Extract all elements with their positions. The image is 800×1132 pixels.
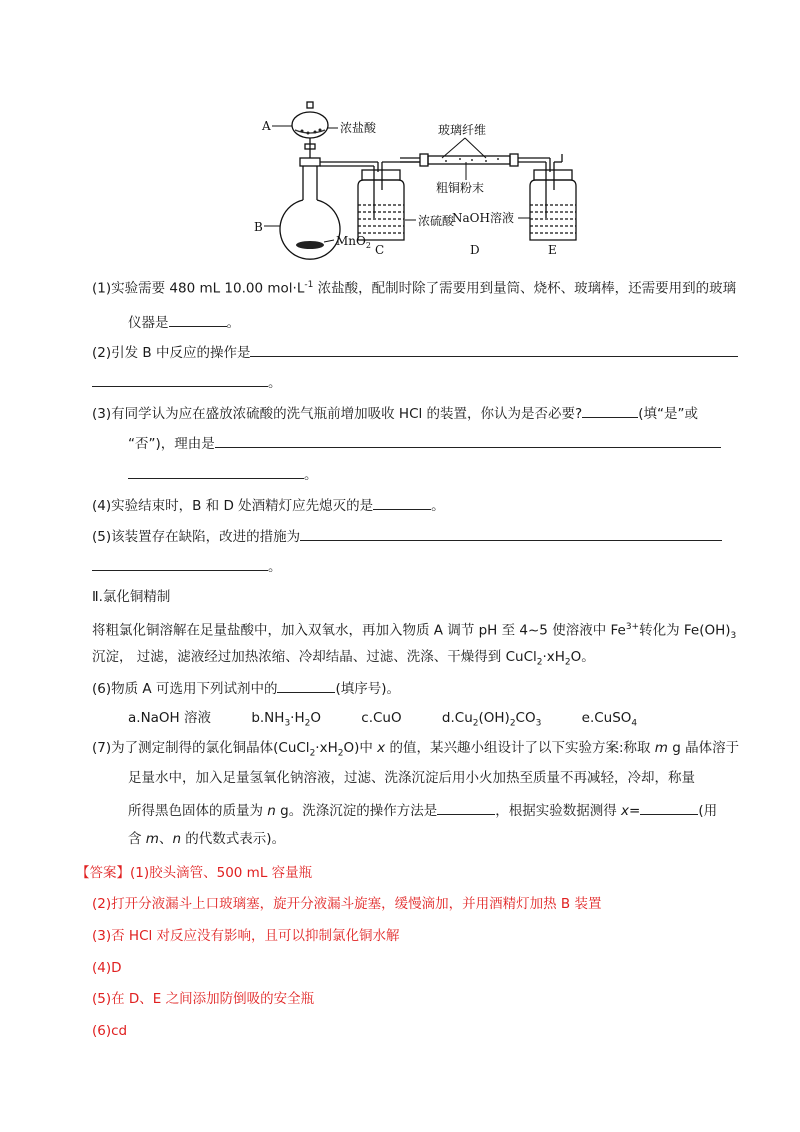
answer-blank[interactable] — [128, 463, 304, 479]
answer-blank[interactable] — [277, 677, 335, 693]
label-glass-fiber: 玻璃纤维 — [438, 123, 487, 137]
answer-blank[interactable] — [640, 799, 698, 815]
q7-line2: 足量水中，加入足量氢氧化钠溶液，过滤、洗涤沉淀后用小火加热至质量不再减轻，冷却，称量 — [128, 770, 695, 786]
q6-line1: (6)物质 A 可选用下列试剂中的 (填序号)。 — [92, 677, 400, 699]
q2-line1: (2)引发 B 中反应的操作是 — [92, 341, 738, 363]
answer-2: (2)打开分液漏斗上口玻璃塞，旋开分液漏斗旋塞，缓慢滴加，并用酒精灯加热 B 装置 — [92, 896, 602, 912]
section-2-title: Ⅱ.氯化铜精制 — [92, 589, 171, 605]
q1-line1: (1)实验需要 480 mL 10.00 $mol\cdot L^{-1}$ 浓盐酸，配制时除了需要用到量筒、烧杯、玻璃棒，还需要用到的玻璃 — [92, 280, 737, 297]
label-d: D — [470, 243, 480, 257]
option-c: c.CuO — [361, 710, 402, 726]
option-d: $d.Cu_2(OH)_2CO_3$ — [441, 710, 542, 729]
answer-3: (3)否 HCl 对反应没有影响，且可以抑制氯化铜水解 — [92, 928, 400, 944]
label-naoh-solution: NaOH溶液 — [452, 211, 514, 225]
answer-blank[interactable] — [215, 432, 721, 448]
answer-blank[interactable] — [92, 555, 268, 571]
option-a: a.NaOH 溶液 — [128, 710, 212, 726]
q7-line1: (7)为了测定制得的氯化铜晶体$(CuCl_2\cdot xH_2O)$中 x 的值，某兴趣小组设计了以下实验方案:称取 m g 晶体溶于 — [92, 740, 740, 759]
label-e: E — [548, 243, 557, 257]
q7-line3: 所得黑色固体的质量为 n g。洗涤沉淀的操作方法是 ，根据实验数据测得 x= (用 — [128, 799, 717, 821]
answer-blank[interactable] — [437, 799, 495, 815]
separatory-funnel — [292, 102, 328, 158]
para-line1: 将粗氯化铜溶解在足量盐酸中，加入双氧水，再加入物质 A 调节 pH 至 4~5 使溶液中 $Fe^{3+}$转化为 $Fe(OH)_3$ — [92, 622, 737, 642]
q3-line3: 。 — [128, 463, 318, 485]
label-conc-h2so4: 浓硫酸 — [418, 214, 455, 228]
answer-1: 【答案】(1)胶头滴管、500 mL 容量瓶 — [76, 865, 313, 881]
label-a: A — [262, 119, 271, 133]
q3-line2: “否”)，理由是 — [128, 432, 721, 454]
q5-line1: (5)该装置存在缺陷，改进的措施为 — [92, 525, 722, 547]
answer-6: (6)cd — [92, 1023, 128, 1039]
apparatus-diagram — [250, 100, 580, 260]
q3-line1: (3)有同学认为应在盛放浓硫酸的洗气瓶前增加吸收 HCl 的装置，你认为是否必要? (填“是”或 — [92, 402, 698, 424]
label-mno2: MnO$_2$ — [336, 234, 371, 250]
para-line2: 沉淀， 过滤，滤液经过加热浓缩、冷却结晶、过滤、洗涤、干燥得到 $CuCl_2\cdot xH_2O$。 — [92, 649, 595, 668]
answer-label: 【答案】 — [76, 865, 130, 881]
label-b: B — [254, 220, 263, 234]
apparatus-svg — [250, 100, 580, 260]
q4-line1: (4)实验结束时，B 和 D 处酒精灯应先熄灭的是 。 — [92, 494, 445, 516]
q1-line2: 仪器是 。 — [128, 311, 240, 333]
option-e: e.CuSO$_4$ — [581, 710, 638, 729]
answer-blank[interactable] — [373, 494, 431, 510]
answer-blank[interactable] — [92, 371, 268, 387]
answer-blank[interactable] — [169, 311, 227, 327]
label-c: C — [375, 243, 385, 257]
option-b: $b.NH_3\cdot H_2O$ — [251, 710, 321, 729]
reaction-tube-d — [400, 154, 550, 166]
q5-line2: 。 — [92, 555, 282, 577]
answer-blank[interactable] — [582, 402, 638, 418]
q7-line4: 含 m、n 的代数式表示)。 — [128, 831, 286, 847]
absorb-bottle-e — [530, 154, 576, 240]
q6-options — [128, 708, 673, 734]
label-crude-copper: 粗铜粉末 — [436, 181, 485, 195]
wash-bottle-c — [358, 162, 420, 240]
q2-line2: 。 — [92, 371, 282, 393]
answer-5: (5)在 D、E 之间添加防倒吸的安全瓶 — [92, 991, 315, 1007]
label-conc-hcl: 浓盐酸 — [340, 121, 377, 135]
answer-blank[interactable] — [300, 525, 722, 541]
answer-4: (4)D — [92, 960, 122, 976]
answer-blank[interactable] — [250, 341, 738, 357]
